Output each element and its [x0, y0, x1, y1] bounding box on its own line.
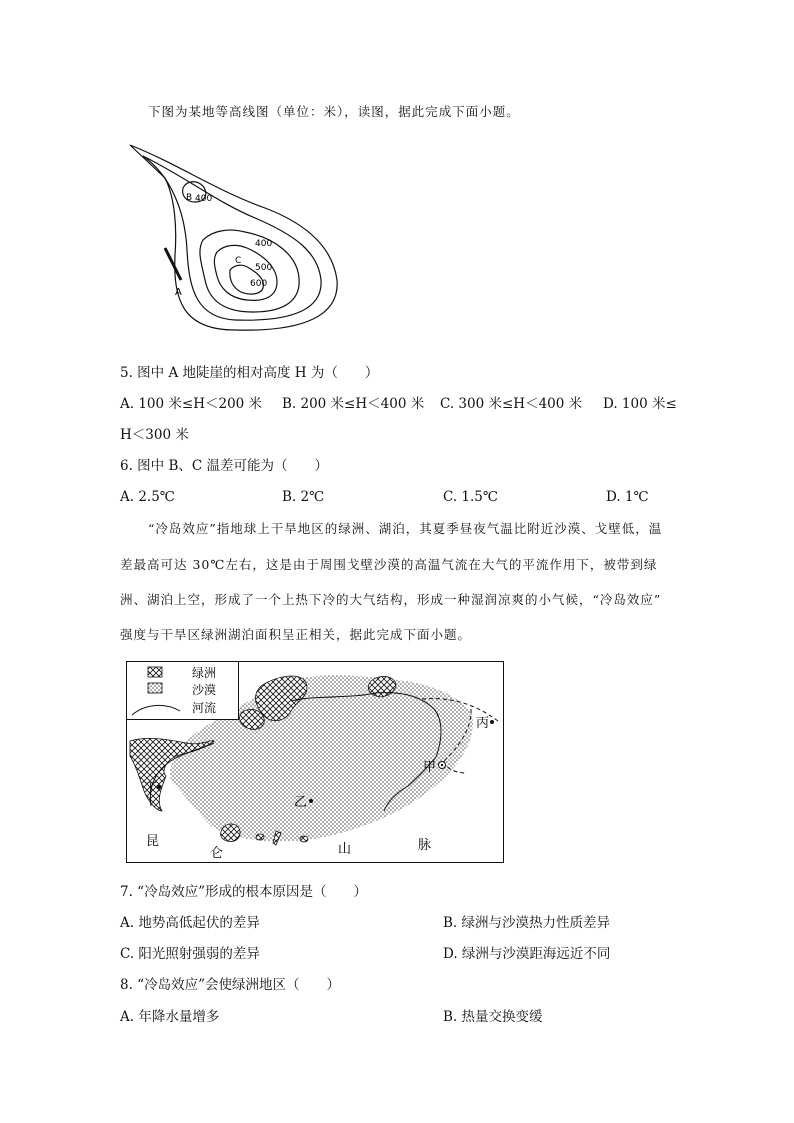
point-yi-marker	[309, 799, 313, 803]
label-600: 600	[250, 279, 268, 289]
label-bing: 丙	[476, 716, 490, 731]
legend-desert-swatch	[148, 683, 162, 693]
label-400-b: 400	[195, 194, 213, 204]
q5-option-a[interactable]: A. 100 米≤H＜200 米	[120, 396, 263, 412]
label-jia: 甲	[423, 760, 437, 775]
label-mai: 脉	[418, 838, 432, 853]
q6-stem: 6. 图中 B、C 温差可能为（ ）	[120, 458, 329, 474]
contour-map	[125, 140, 355, 340]
q5-option-b[interactable]: B. 200 米≤H＜400 米	[282, 396, 425, 412]
q6-option-c[interactable]: C. 1.5℃	[443, 489, 499, 505]
legend-river-label: 河流	[192, 701, 217, 715]
label-b: B	[186, 193, 193, 203]
q8-option-b[interactable]: B. 热量交换变缓	[443, 1009, 543, 1025]
point-bing-marker	[490, 720, 494, 724]
q5-stem: 5. 图中 A 地陡崖的相对高度 H 为（ ）	[120, 365, 379, 381]
q7-option-d[interactable]: D. 绿洲与沙漠距海远近不同	[443, 946, 611, 962]
label-a: A	[175, 287, 182, 298]
label-400: 400	[255, 239, 273, 249]
intro-text-2-line-4: 强度与干旱区绿洲湖泊面积呈正相关，据此完成下面小题。	[120, 627, 472, 642]
q5-option-d[interactable]: D. 100 米≤	[603, 396, 677, 412]
intro-text-2-line-2: 差最高可达 30℃左右，这是由于周围戈壁沙漠的高温气流在大气的平流作用下，被带到绿	[120, 557, 658, 572]
intro-text-2-line-1: “冷岛效应”指地球上干旱地区的绿洲、湖泊，其夏季昼夜气温比附近沙漠、戈壁低，温	[148, 521, 663, 536]
legend-oasis-label: 绿洲	[192, 666, 217, 680]
q7-option-a[interactable]: A. 地势高低起伏的差异	[120, 915, 260, 931]
oasis-small-1	[256, 834, 264, 840]
label-shan: 山	[338, 842, 352, 857]
point-ding-marker	[157, 785, 161, 789]
q7-stem: 7. “冷岛效应”形成的根本原因是（ ）	[120, 884, 367, 900]
q6-option-a[interactable]: A. 2.5℃	[120, 489, 175, 505]
q7-option-c[interactable]: C. 阳光照射强弱的差异	[120, 946, 260, 962]
label-kun: 昆	[146, 834, 160, 849]
legend-desert-label: 沙漠	[192, 683, 217, 697]
label-lun: 仑	[210, 846, 224, 861]
intro-text-2-line-3: 洲、湖泊上空，形成了一个上热下冷的大气结构，形成一种湿润凉爽的小气候，“冷岛效应”	[120, 592, 662, 607]
label-500: 500	[255, 263, 273, 273]
q5-option-d-cont: H＜300 米	[120, 427, 189, 443]
q8-stem: 8. “冷岛效应”会使绿洲地区（ ）	[120, 977, 340, 993]
label-c: C	[235, 256, 242, 266]
legend-oasis-swatch	[148, 667, 162, 677]
oasis-small-2	[300, 836, 308, 842]
q7-option-b[interactable]: B. 绿洲与沙漠热力性质差异	[443, 915, 611, 931]
label-ding: 丁	[144, 781, 158, 796]
label-yi: 乙	[294, 795, 308, 810]
q6-option-d[interactable]: D. 1℃	[606, 489, 649, 505]
q6-option-b[interactable]: B. 2℃	[282, 489, 325, 505]
intro-text-1: 下图为某地等高线图（单位：米），读图，据此完成下面小题。	[148, 104, 520, 119]
q8-option-a[interactable]: A. 年降水量增多	[120, 1009, 220, 1025]
q5-option-c[interactable]: C. 300 米≤H＜400 米	[440, 396, 583, 412]
oasis-desert-map	[126, 661, 504, 863]
cliff-line	[165, 248, 181, 280]
